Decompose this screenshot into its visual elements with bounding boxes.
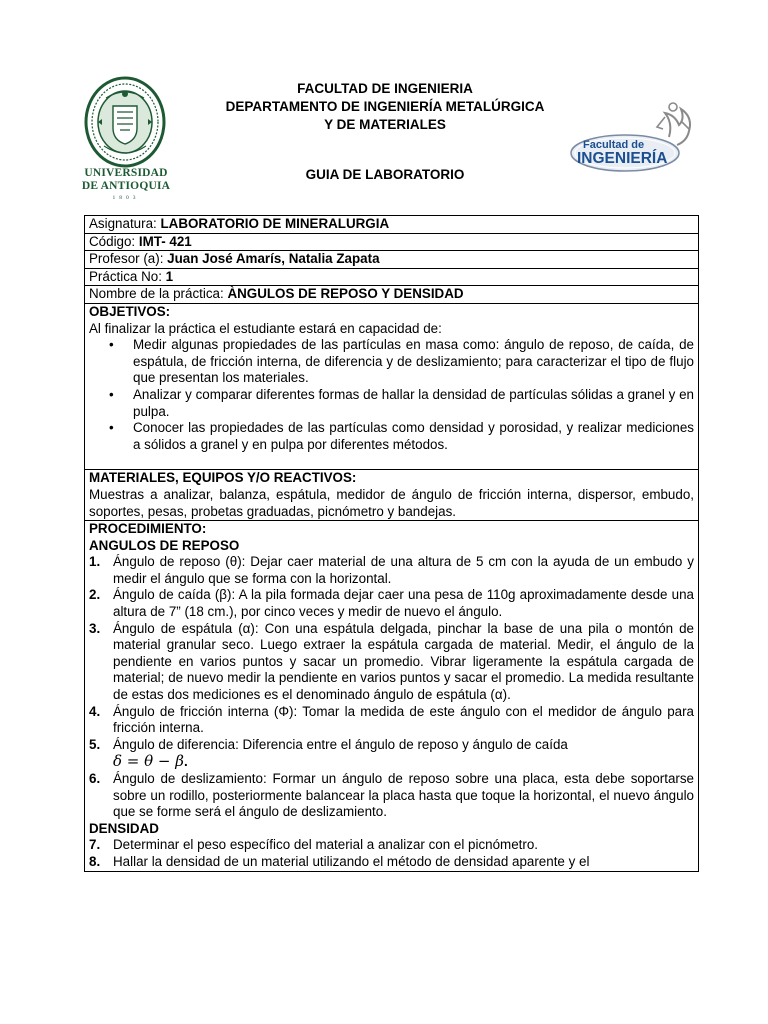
university-seal-icon <box>84 76 166 168</box>
step-text: Ángulo de caída (β): A la pila formada dejar caer una pesa de 110g aproximadamente desde una altura de 7” (18 cm.), por cinco veces y medir de nuevo el ángulo. <box>113 587 694 620</box>
practice-number-row <box>85 268 699 286</box>
step-text: Ángulo de reposo (θ): Dejar caer material de una altura de 5 cm con la ayuda de un embudo y medir el ángulo que se forma con la horizontal. <box>113 554 694 586</box>
procedure-title: PROCEDIMIENTO: <box>89 521 207 537</box>
step-number: 4. <box>89 703 101 719</box>
step-number: 6. <box>89 771 101 786</box>
list-item: • Analizar y comparar diferentes formas de hallar la densidad de partículas sólidas a granel y en pulpa. <box>133 387 694 420</box>
code-row <box>85 233 699 251</box>
practice-name-label: Nombre de la práctica: <box>89 286 224 302</box>
step-number: 5. <box>89 736 101 752</box>
objectives-row <box>85 303 699 469</box>
department-title-line-2: Y DE MATERIALES <box>324 117 446 132</box>
list-item <box>89 736 694 771</box>
document-header <box>190 80 580 134</box>
practice-number-label: Práctica No: <box>89 268 162 284</box>
list-item <box>89 554 694 587</box>
subject-label: Asignatura: <box>89 216 157 231</box>
faculty-engineering-logo-icon <box>569 97 704 177</box>
materials-title: MATERIALES, EQUIPOS Y/O REACTIVOS: <box>89 470 357 486</box>
step-number: 8. <box>89 853 101 869</box>
density-title: DENSIDAD <box>89 820 159 836</box>
step-number: 7. <box>89 837 101 853</box>
list-item <box>89 853 694 871</box>
step-text: Hallar la densidad de un material utilizando el método de densidad aparente y el <box>113 853 590 869</box>
difference-formula: δ = θ − β <box>113 752 184 771</box>
procedure-list <box>89 554 694 821</box>
objectives-title: OBJETIVOS: <box>89 303 171 319</box>
list-item <box>89 703 694 737</box>
university-year: 1803 <box>112 195 140 201</box>
step-text: Ángulo de espátula (α): Con una espátula delgada, pinchar la base de una pila o montón de material granular seco. Luego extraer la espátula cargada de material. Medir, el ángulo de la pendiente en varios puntos y sacar un promedio. Vibrar ligeramente la espátula cargada de material; de nuevo medir la pendiente en varios puntos y sacar el promedio. La medida resultante de estas dos mediciones es el denominado ángulo de espátula (α). <box>113 620 694 703</box>
step-text: Ángulo de deslizamiento: Formar un ángulo de reposo sobre una placa, esta debe soportarse sobre un rodillo, posteriormente balancear la placa hasta que toque la horizontal, el nuevo ángulo que se forme será el ángulo de deslizamiento. <box>113 771 694 820</box>
list-item: • Medir algunas propiedades de las partículas en masa como: ángulo de reposo, de caída, de espátula, de fricción interna, de diferencia y de deslizamiento; para caracterizar el tipo de flujo que presentan los materiales. <box>133 337 694 387</box>
step-text: Ángulo de fricción interna (Φ): Tomar la medida de este ángulo con el medidor de ángulo para fricción interna. <box>113 703 694 736</box>
university-logo <box>70 76 182 202</box>
university-name-line-2: DE ANTIOQUIA <box>81 180 171 192</box>
university-name <box>70 167 182 193</box>
lab-guide-table <box>84 215 699 872</box>
step-number: 2. <box>89 587 101 603</box>
step-text: Determinar el peso específico del material a analizar con el picnómetro. <box>113 837 538 853</box>
angles-subtitle: ANGULOS DE REPOSO <box>89 537 240 553</box>
density-list <box>89 837 694 870</box>
step-number: 1. <box>89 554 101 570</box>
list-item <box>89 771 694 821</box>
faculty-logo-line-1: Facultad de <box>583 139 645 151</box>
code-label: Código: <box>89 233 136 249</box>
step-number: 3. <box>89 620 101 636</box>
list-item <box>89 587 694 620</box>
professor-row <box>85 251 699 269</box>
list-item: • Conocer las propiedades de las partículas como densidad y porosidad, y realizar mediciones a sólidos a granel y en pulpa por diferentes métodos. <box>133 420 694 453</box>
practice-name-row <box>85 286 699 304</box>
subject-row <box>85 216 699 234</box>
objectives-list <box>89 337 694 453</box>
university-name-line-1: UNIVERSIDAD <box>84 167 168 179</box>
list-item <box>89 620 694 704</box>
professor-label: Profesor (a): <box>89 251 164 267</box>
subject-value: LABORATORIO DE MINERALURGIA <box>160 216 390 231</box>
materials-text: Muestras a analizar, balanza, espátula, medidor de ángulo de fricción interna, dispersor, embudo, soportes, pesas, probetas graduadas, picnómetro y bandejas. <box>89 486 694 519</box>
department-title: DEPARTAMENTO DE INGENIERÍA METALÚRGICA <box>225 99 545 114</box>
guide-title: GUIA DE LABORATORIO <box>305 167 465 182</box>
materials-row <box>85 470 699 521</box>
professor-value: Juan José Amarís, Natalia Zapata <box>167 251 380 267</box>
objectives-intro: Al finalizar la práctica el estudiante estará en capacidad de: <box>89 320 442 336</box>
faculty-title: FACULTAD DE INGENIERIA <box>297 81 473 96</box>
step-text: Ángulo de diferencia: Diferencia entre el ángulo de reposo y ángulo de caída <box>113 736 568 752</box>
list-item <box>89 837 694 854</box>
practice-name-value: ÀNGULOS DE REPOSO Y DENSIDAD <box>227 286 464 302</box>
faculty-logo-line-2: INGENIERÍA <box>577 150 668 167</box>
procedure-row <box>85 521 699 871</box>
formula-period: . <box>183 754 188 770</box>
practice-number-value: 1 <box>165 268 174 284</box>
code-value: IMT- 421 <box>138 233 192 249</box>
